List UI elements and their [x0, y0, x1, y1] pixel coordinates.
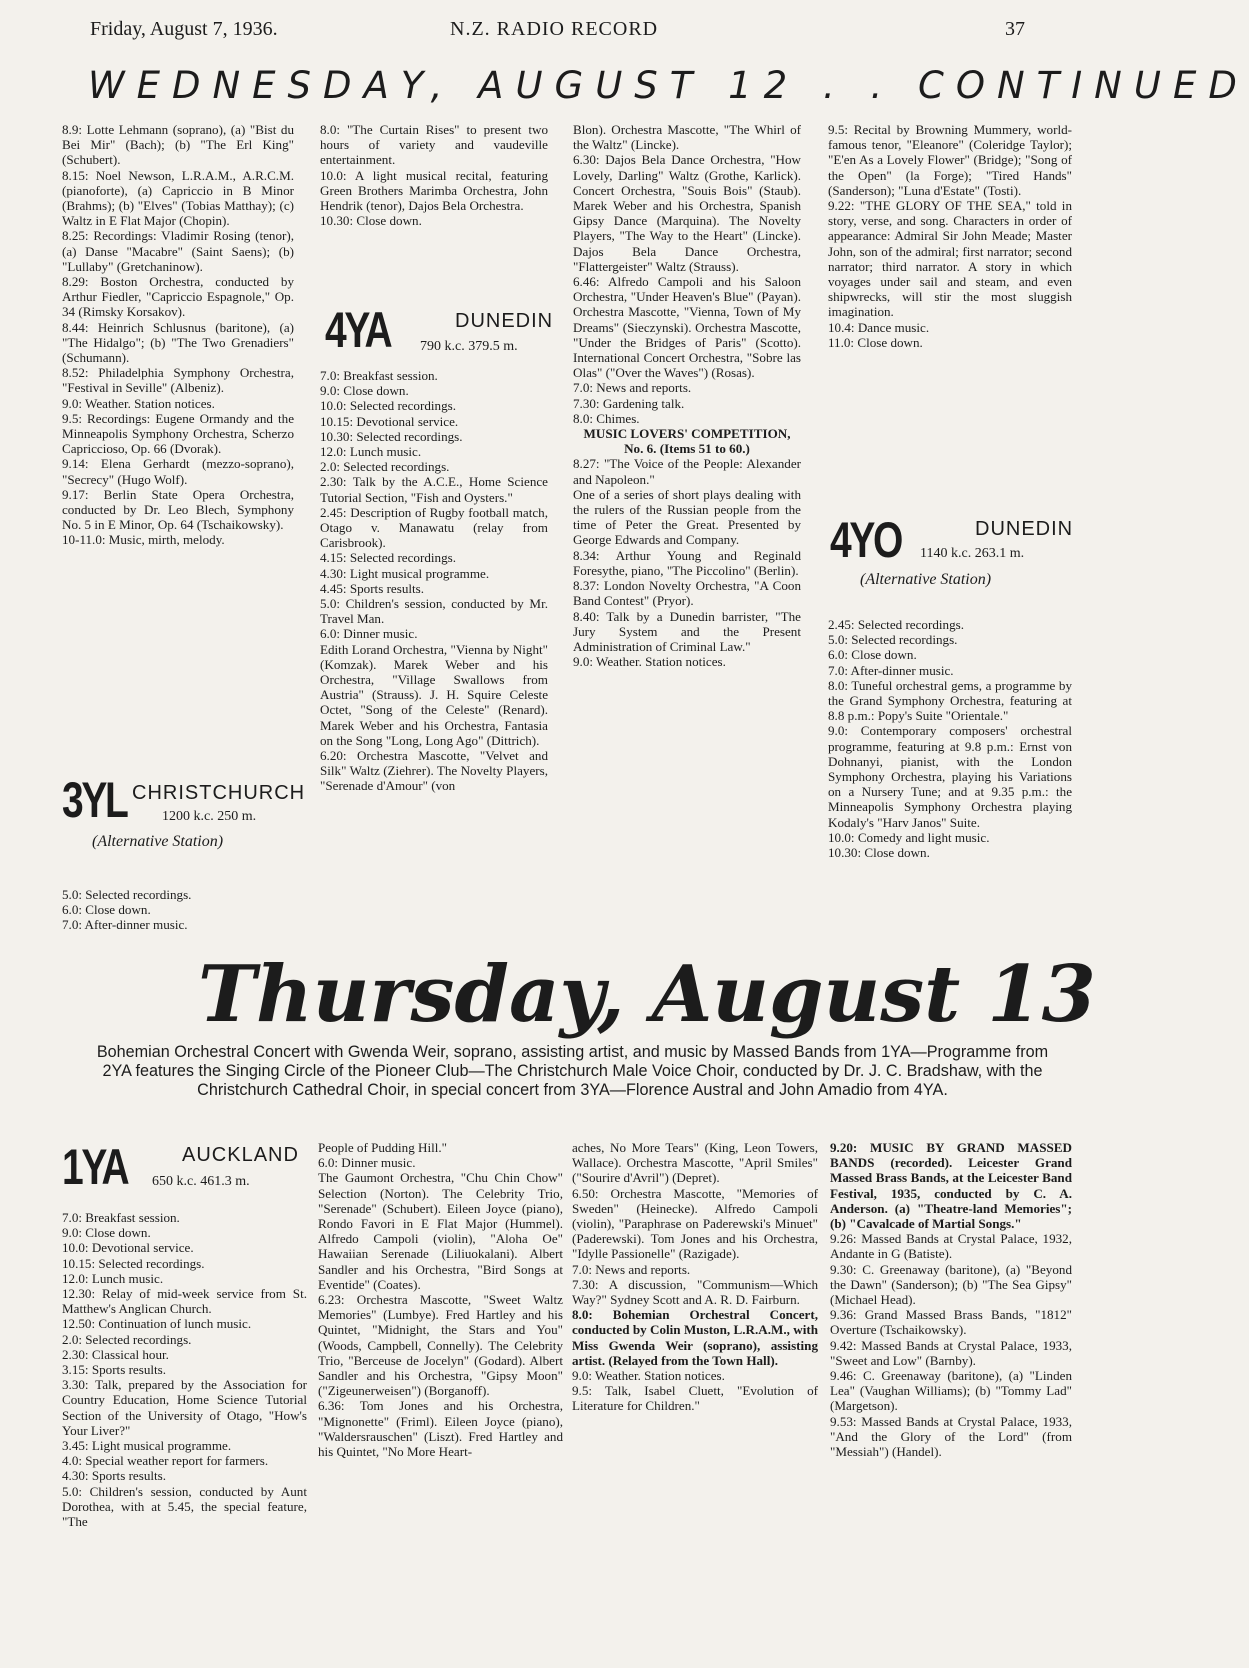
wed-column-2-top — [320, 122, 548, 282]
station-frequency: 790 k.c. 379.5 m. — [420, 339, 518, 354]
station-city: DUNEDIN — [455, 310, 554, 332]
listing-entry: 6.36: Tom Jones and his Orchestra, "Mignonette" (Friml). Eileen Joyce (piano), "Waldersrauschen" (Liszt). Fred Hartley and his Quintet, "No More Heart- — [318, 1398, 563, 1460]
listing-entry: Edith Lorand Orchestra, "Vienna by Night" (Komzak). Marek Weber and his Orchestra, "Village Swallows from Austria" (Strauss). J. H. Squire Celeste Octet, "Song of the Celeste" (Renard). Marek Weber and his Orchestra, Fantasia on the Song "Long, Long Ago" (Dittrich). — [320, 641, 548, 748]
listing-entry: 6.0: Close down. — [828, 647, 917, 663]
wed-3yl-listings — [62, 887, 294, 937]
wed-column-3 — [573, 122, 801, 937]
listing-entry: 9.0: Close down. — [320, 383, 409, 399]
listing-entry: 4.30: Light musical programme. — [320, 565, 490, 581]
listing-entry: 7.0: Breakfast session. — [62, 1210, 180, 1225]
listing-entry: 4.45: Sports results. — [320, 580, 425, 596]
listing-entry: 8.44: Heinrich Schlusnus (baritone), (a) "The Hidalgo"; (b) "The Two Grenadiers" (Schumann). — [62, 319, 294, 366]
listing-entry: 9.0: Weather. Station notices. — [62, 395, 215, 411]
page-number: 37 — [1005, 18, 1025, 40]
listing-entry: 9.17: Berlin State Opera Orchestra, conducted by Dr. Leo Blech, Symphony No. 5 in E Minor, Op. 64 (Tschaikowsky). — [62, 486, 294, 533]
listing-entry: 9.53: Massed Bands at Crystal Palace, 1933, "And the Glory of the Lord" (from "Messiah") (Handel). — [830, 1413, 1072, 1460]
listing-entry: 9.0: Weather. Station notices. — [572, 1368, 725, 1384]
listing-entry: 11.0: Close down. — [828, 334, 923, 350]
listing-entry: 8.27: "The Voice of the People: Alexander and Napoleon." — [573, 456, 801, 487]
wed-column-2-bottom — [320, 368, 548, 936]
call-sign: 3YL — [62, 772, 127, 828]
listing-entry: 7.30: Gardening talk. — [573, 395, 685, 411]
station-subtitle: (Alternative Station) — [92, 833, 224, 850]
listing-entry: 9.0: Contemporary composers' orchestral programme, featuring at 9.8 p.m.: Ernst von Dohnanyi, pianist, with the London Symphony Orchestra, playing his Variations on a Nursery Tune; and at 9.35 p.m.: the Minneapolis Symphony Orchestra playing Kodaly's "Harv Janos" Suite. — [828, 723, 1072, 830]
listing-entry: 2.0: Selected recordings. — [62, 1331, 192, 1347]
listing-entry: 9.42: Massed Bands at Crystal Palace, 1933, "Sweet and Low" (Barnby). — [830, 1337, 1072, 1368]
listing-entry: 10.0: Selected recordings. — [320, 398, 456, 414]
listing-entry: 8.34: Arthur Young and Reginald Foresythe, piano, "The Piccolino" (Berlin). — [573, 547, 801, 578]
listing-entry: 5.0: Children's session, conducted by Aunt Dorothea, with at 5.45, the special feature, "The — [62, 1483, 307, 1530]
listing-entry: 3.30: Talk, prepared by the Association for Country Education, Home Science Tutorial Section of the University of Otago, "How's Your Liver?" — [62, 1377, 307, 1438]
listing-entry: 9.0: Weather. Station notices. — [573, 654, 726, 670]
thu-column-4 — [830, 1140, 1072, 1660]
listing-entry: 10-11.0: Music, mirth, melody. — [62, 532, 225, 548]
listing-entry: 9.0: Close down. — [62, 1225, 151, 1241]
listing-entry: 4.30: Sports results. — [62, 1468, 167, 1484]
listing-entry: 8.40: Talk by a Dunedin barrister, "The Jury System and the Present Administration of Criminal Law." — [573, 608, 801, 654]
listing-entry: 6.0: Dinner music. — [318, 1155, 416, 1171]
listing-entry: 7.0: News and reports. — [572, 1261, 691, 1277]
listing-entry: 2.30: Classical hour. — [62, 1346, 169, 1362]
listing-entry: 10.0: Devotional service. — [62, 1240, 194, 1256]
listing-entry: Blon). Orchestra Mascotte, "The Whirl of the Waltz" (Lincke). — [573, 122, 801, 153]
listing-entry: aches, No More Tears" (King, Leon Towers, Wallace). Orchestra Mascotte, "April Smiles" ("Sourire d'Avril") (Depret). — [572, 1140, 818, 1186]
thursday-intro: Bohemian Orchestral Concert with Gwenda Weir, soprano, assisting artist, and music by Massed Bands from 1YA—Programme from 2YA features the Singing Circle of the Pioneer Club—The Christchurch Male Voice Choir, conducted by Dr. J. C. Bradshaw, with the Christchurch Cathedral Choir, in special concert from 3YA—Florence Austral and John Amadio from 4YA. — [96, 1043, 1049, 1099]
listing-entry: 9.5: Recordings: Eugene Ormandy and the Minneapolis Symphony Orchestra, Scherzo Capriccioso, Op. 66 (Dvorak). — [62, 410, 294, 457]
listing-entry: 4.0: Special weather report for farmers. — [62, 1453, 269, 1469]
thu-column-1 — [62, 1210, 307, 1660]
wed-column-4-bottom — [828, 617, 1072, 937]
listing-entry: 9.5: Talk, Isabel Cluett, "Evolution of Literature for Children." — [572, 1383, 818, 1414]
listing-entry: 12.0: Lunch music. — [62, 1270, 164, 1286]
listing-entry: 7.0: News and reports. — [573, 380, 692, 396]
listing-entry: 6.0: Close down. — [62, 902, 151, 918]
listing-entry: 2.45: Description of Rugby football match, Otago v. Manawatu (relay from Carisbrook). — [320, 504, 548, 551]
listing-entry: 6.30: Dajos Bela Dance Orchestra, "How Lovely, Darling" Waltz (Grothe, Karlick). Concert Orchestra, "Souis Bois" (Staub). Marek Weber and his Orchestra, Spanish Gipsy Dance (Marquina). The Novelty Players, "The Way to the Heart" (Lincke). Dajos Bela Dance Orchestra, "Flattergeister" Waltz (Strauss). — [573, 152, 801, 274]
listing-entry: 6.20: Orchestra Mascotte, "Velvet and Silk" Waltz (Ziehrer). The Novelty Players, "Serenade d'Amour" (von — [320, 748, 548, 794]
listing-entry: 2.30: Talk by the A.C.E., Home Science Tutorial Section, "Fish and Oysters." — [320, 474, 548, 505]
listing-entry: 6.50: Orchestra Mascotte, "Memories of Sweden" (Heinecke). Alfredo Campoli (violin), "Paraphrase on Paderewski's Minuet" (Paderewski). Tom Jones and his Orchestra, "Idylle Passionelle" (Razigade). — [572, 1185, 818, 1262]
listing-entry: 6.46: Alfredo Campoli and his Saloon Orchestra, "Under Heaven's Blue" (Payan). Orchestra Mascotte, "Vienna, Town of My Dreams" (Sieczynski). Orchestra Mascotte, "Under the Bridges of Paris" (Scotto). International Concert Orchestra, "Sobre las Olas" ("Over the Waves") (Rosas). — [573, 274, 801, 381]
listing-entry: 8.0: "The Curtain Rises" to present two hours of variety and vaudeville entertainment. — [320, 122, 548, 168]
listing-entry: 9.36: Grand Massed Brass Bands, "1812" Overture (Tschaikowsky). — [830, 1307, 1072, 1338]
station-box-1ya — [62, 1139, 302, 1202]
listing-entry: 8.29: Boston Orchestra, conducted by Arthur Fiedler, "Capriccio Espagnole," Op. 34 (Rimsky Korsakov). — [62, 274, 294, 320]
call-sign: 4YA — [325, 302, 391, 358]
listing-entry: 10.30: Selected recordings. — [320, 428, 463, 444]
listing-entry: 2.45: Selected recordings. — [828, 617, 964, 632]
thu-column-2 — [318, 1140, 563, 1660]
wed-column-1 — [62, 122, 294, 712]
publication-title: N.Z. RADIO RECORD — [450, 18, 659, 40]
thu-column-3 — [572, 1140, 818, 1660]
listing-entry: 3.45: Light musical programme. — [62, 1438, 232, 1454]
listing-entry-featured: 8.0: Bohemian Orchestral Concert, conducted by Colin Muston, L.R.A.M., with Miss Gwenda Weir (soprano), assisting artist. (Relayed from the Town Hall). — [572, 1307, 818, 1368]
listing-entry: 10.0: Comedy and light music. — [828, 829, 990, 845]
listing-entry: 4.15: Selected recordings. — [320, 550, 456, 566]
listing-entry: 10.0: A light musical recital, featuring Green Brothers Marimba Orchestra, John Hendrik (tenor), Dajos Bela Orchestra. — [320, 167, 548, 214]
station-city: DUNEDIN — [975, 518, 1074, 540]
listing-entry: 10.30: Close down. — [828, 845, 930, 861]
listing-entry: 9.26: Massed Bands at Crystal Palace, 1932, Andante in G (Batiste). — [830, 1231, 1072, 1262]
running-header — [90, 18, 1025, 42]
station-city: AUCKLAND — [182, 1144, 299, 1166]
listing-entry: 12.50: Continuation of lunch music. — [62, 1316, 252, 1332]
station-frequency: 1200 k.c. 250 m. — [162, 809, 257, 824]
listing-entry: One of a series of short plays dealing with the rulers of the Russian people from the time of Peter the Great. Presented by George Edwards and Company. — [573, 486, 801, 548]
listing-entry: 8.52: Philadelphia Symphony Orchestra, "Festival in Seville" (Albeniz). — [62, 365, 294, 396]
listing-entry: 7.0: After-dinner music. — [62, 917, 188, 933]
thursday-title: Thursday, August 13 — [198, 949, 1096, 1040]
listing-entry: 5.0: Children's session, conducted by Mr. Travel Man. — [320, 596, 548, 627]
listing-entry: 8.37: London Novelty Orchestra, "A Coon Band Contest" (Pryor). — [573, 578, 801, 609]
competition-heading: MUSIC LOVERS' COMPETITION, No. 6. (Items 51 to 60.) — [583, 426, 791, 457]
listing-entry: 12.30: Relay of mid-week service from St. Matthew's Anglican Church. — [62, 1286, 307, 1317]
listing-entry: The Gaumont Orchestra, "Chu Chin Chow" Selection (Norton). The Celebrity Trio, "Serenade" (Schubert). Eileen Joyce (piano), Rondo Favori in E Flat Major (Hummel). Alfredo Campoli (violin), "Aloha Oe" Hawaiian Serenade (Liliuokalani). Albert Sandler and his Orchestra, "Bird Songs at Eventide" (Coates). — [318, 1170, 563, 1292]
station-frequency: 1140 k.c. 263.1 m. — [920, 546, 1025, 561]
listing-entry: 3.15: Sports results. — [62, 1362, 167, 1378]
listing-entry: 8.15: Noel Newson, L.R.A.M., A.R.C.M. (pianoforte), (a) Capriccio in B Minor (Brahms); (b) "Elves" (Tobias Matthay); (c) Waltz in E Flat Major (Chopin). — [62, 167, 294, 229]
station-frequency: 650 k.c. 461.3 m. — [152, 1174, 250, 1189]
listing-entry-featured: 9.20: MUSIC BY GRAND MASSED BANDS (recorded). Leicester Grand Massed Brass Bands, at the Leicester Band Festival, 1935, conducted by C. A. Anderson. (a) "Theatre-land Memories"; (b) "Cavalcade of Martial Songs." — [830, 1140, 1072, 1232]
listing-entry: 6.0: Dinner music. — [320, 626, 418, 642]
listing-entry: 9.30: C. Greenaway (baritone), (a) "Beyond the Dawn" (Sanderson); (b) "The Sea Gipsy" (Michael Head). — [830, 1261, 1072, 1308]
wed-column-4-top — [828, 122, 1072, 492]
station-box-3yl — [62, 772, 306, 855]
listing-entry: 9.14: Elena Gerhardt (mezzo-soprano), "Secrecy" (Hugo Wolf). — [62, 456, 294, 487]
listing-entry: 9.22: "THE GLORY OF THE SEA," told in story, verse, and song. Characters in order of appearance: Admiral Sir John Meade; Master John, son of the admiral; first narrator; second narrator; third narrator. A story in which voyages under sail and steam, and even shipwrecks, will stir the most sluggish imagination. — [828, 198, 1072, 320]
listing-entry: 10.30: Close down. — [320, 213, 422, 229]
listing-entry: 8.25: Recordings: Vladimir Rosing (tenor), (a) Danse "Macabre" (Saint Saens); (b) "Lullaby" (Gretchaninow). — [62, 228, 294, 274]
station-city: CHRISTCHURCH — [132, 782, 306, 804]
listing-entry: 5.0: Selected recordings. — [828, 632, 958, 648]
listing-entry: 7.0: Breakfast session. — [320, 368, 438, 383]
listing-entry: 10.15: Devotional service. — [320, 413, 459, 429]
listing-entry: 8.9: Lotte Lehmann (soprano), (a) "Bist du Bei Mir" (Bach); (b) "The Erl King" (Schubert). — [62, 122, 294, 168]
listing-entry: 7.30: A discussion, "Communism—Which Way?" Sydney Scott and A. R. D. Fairburn. — [572, 1276, 818, 1308]
listing-entry: 8.0: Chimes. — [573, 410, 640, 426]
listing-entry: 10.4: Dance music. — [828, 319, 930, 335]
listing-entry: 9.5: Recital by Browning Mummery, world-famous tenor, "Eleanore" (Coleridge Taylor); "E'en As a Lovely Flower" (Bridge); "Song of the Open" (la Forge); "Tired Hands" (Sanderson); "Luna d'Estate" (Tosti). — [828, 122, 1072, 198]
station-subtitle: (Alternative Station) — [860, 571, 992, 588]
listing-entry: 2.0: Selected recordings. — [320, 459, 450, 475]
listing-entry: 6.23: Orchestra Mascotte, "Sweet Waltz Memories" (Lumbye). Fred Hartley and his Quintet, "Midnight, the Stars and You" (Woods, Campbell, Connelly). The Celebrity Trio, "Berceuse de Jocelyn" (Godard). Albert Sandler and his Orchestra, "Gipsy Moon" ("Zigeunerweisen") (Borganoff). — [318, 1292, 563, 1399]
listing-entry: 8.0: Tuneful orchestral gems, a programme by the Grand Symphony Orchestra, featuring at 8.8 p.m.: Popy's Suite "Orientale." — [828, 677, 1072, 724]
listing-entry: 7.0: After-dinner music. — [828, 662, 954, 678]
listing-entry: 12.0: Lunch music. — [320, 444, 422, 460]
wednesday-banner: WEDNESDAY, AUGUST 12 . . CONTINUED — [88, 64, 1249, 107]
station-box-4yo — [830, 512, 1074, 595]
call-sign: 4YO — [830, 512, 902, 568]
listing-entry: People of Pudding Hill." — [318, 1140, 448, 1155]
listing-entry: 9.46: C. Greenaway (baritone), (a) "Linden Lea" (Vaughan Williams); (b) "Tommy Lad" (Margetson). — [830, 1368, 1072, 1414]
station-box-4ya — [325, 302, 554, 363]
issue-date: Friday, August 7, 1936. — [90, 18, 278, 40]
listing-entry: 10.15: Selected recordings. — [62, 1255, 205, 1271]
call-sign: 1YA — [62, 1139, 128, 1195]
listing-entry: 5.0: Selected recordings. — [62, 887, 192, 902]
